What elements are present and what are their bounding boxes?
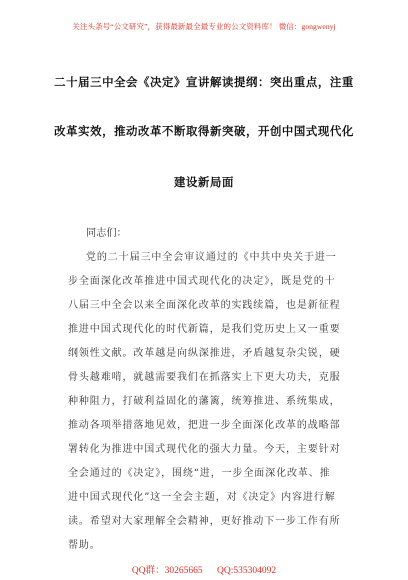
body-line: 种种阻力，打破利益固化的藩篱，统筹推进、系统集成， bbox=[68, 396, 341, 407]
footer-contact bbox=[0, 562, 408, 576]
body-line: 骨头越难啃，就越需要我们在抓落实上下更大功夫，克服 bbox=[68, 372, 341, 383]
body-line: 帮助。 bbox=[68, 540, 101, 551]
promo-banner: 关注头条号“公文研究”，获得最新最全最专业的公文资料库！ 微信：gongwenyj bbox=[72, 22, 336, 31]
greeting: 同志们： bbox=[86, 228, 127, 239]
body-line: 推进中国式现代化的时代新篇，是我们党历史上又一重要 bbox=[68, 324, 341, 335]
body-line: 八届三中全会以来全面深化改革的实践续篇，也是新征程 bbox=[68, 300, 341, 311]
body-line: 读。希望对大家理解全会精神，更好推动下一步工作有所 bbox=[68, 516, 341, 527]
body-line: 党的二十届三中全会审议通过的《中共中央关于进一 bbox=[86, 252, 337, 263]
qq-number: QQ:535304092 bbox=[216, 566, 277, 576]
title-line-2: 改革实效，推动改革不断取得新突破，开创中国式现代化 bbox=[54, 124, 354, 138]
body-line: 步全面深化改革推进中国式现代化的决定》，既是党的十 bbox=[68, 276, 336, 287]
body-line: 全会通过的《决定》，围绕“进，一步全面深化改革、推 bbox=[68, 468, 331, 479]
body-line: 进中国式现代化”这一全会主题，对《决定》内容进行解 bbox=[68, 492, 336, 503]
body-line: 推动各项举措落地见效，把进一步全面深化改革的战略部 bbox=[68, 420, 341, 431]
title-line-3: 建设新局面 bbox=[174, 175, 234, 189]
title-line-1: 二十届三中全会《决定》宣讲解读提纲：突出重点，注重 bbox=[54, 75, 354, 89]
body-line: 纲领性文献。改革越是向纵深推进，矛盾越复杂尖锐，硬 bbox=[68, 348, 341, 359]
qq-group-number: QQ群：30265665 bbox=[131, 566, 203, 576]
body-line: 署转化为推进中国式现代化的强大力量。今天，主要针对 bbox=[68, 444, 341, 455]
